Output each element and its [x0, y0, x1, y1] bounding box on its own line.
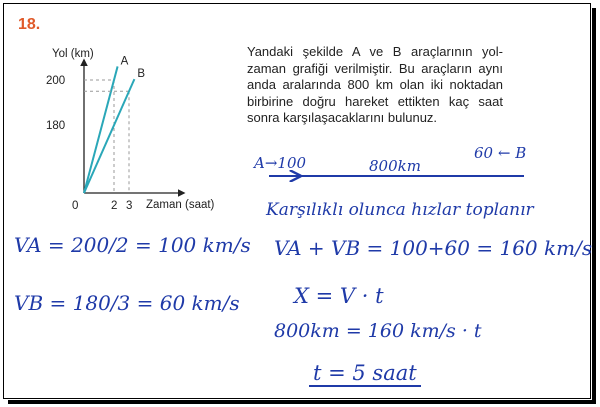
- worksheet-frame: [3, 3, 591, 399]
- speed-sum-work: VA + VB = 100+60 = 160 km/s: [274, 236, 593, 260]
- problem-text: Yandaki şekilde A ve B araçlarının yol-zaman grafiği verilmiştir. Bu araçların aynı anda aralarında 800 km olan iki noktadan birbirine doğru hareket ettikten kaç saat sonra karşılaşacaklarını bulunuz.: [247, 44, 503, 125]
- y-axis-label: Yol (km): [52, 48, 94, 60]
- x-tick-2: 2: [111, 200, 118, 212]
- y-tick-200: 200: [46, 75, 66, 87]
- relative-speed-note: Karşılıklı olunca hızlar toplanır: [266, 200, 534, 220]
- diagram-a-label: A→100: [254, 154, 307, 172]
- velocity-b-work: VB = 180/3 = 60 km/s: [14, 291, 240, 315]
- x-tick-3: 3: [126, 200, 133, 212]
- distance-time-chart: [24, 40, 254, 230]
- series-label-a: A: [120, 55, 129, 68]
- series-label-b: B: [137, 68, 146, 81]
- x-tick-0: 0: [72, 200, 79, 212]
- question-number: 18.: [18, 16, 41, 33]
- x-axis-label: Zaman (saat): [146, 199, 215, 211]
- substitution-work: 800km = 160 km/s · t: [274, 320, 482, 342]
- result: t = 5 saat: [309, 361, 421, 387]
- y-tick-180: 180: [46, 120, 66, 133]
- chart-marks: [46, 55, 145, 212]
- formula: X = V · t: [294, 284, 384, 308]
- diagram-distance-label: 800km: [369, 157, 421, 175]
- velocity-a-work: VA = 200/2 = 100 km/s: [14, 233, 251, 257]
- diagram-b-label: 60 ← B: [474, 144, 527, 162]
